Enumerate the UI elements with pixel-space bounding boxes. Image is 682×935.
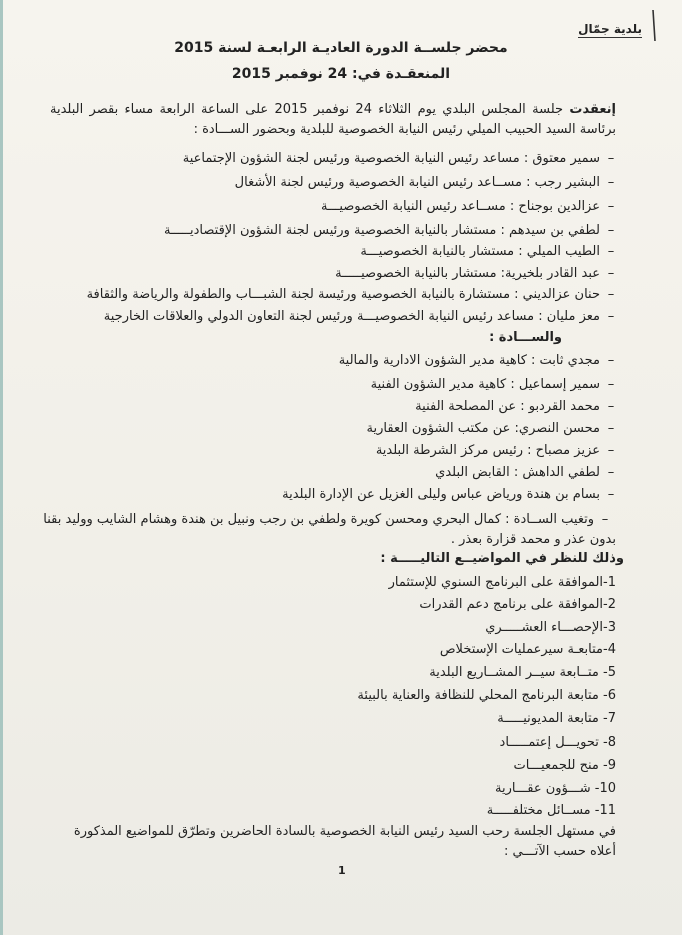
staff-text: عزيز مصباح : رئيس مركز الشرطة البلدية (375, 443, 600, 458)
staff-row: –محسن النصري: عن مكتب الشؤون العقارية (366, 421, 615, 436)
pen-stroke-mark (652, 10, 656, 42)
staff-row: –محمد القردبو : عن المصلحة الفنية (415, 399, 615, 414)
agenda-item: 5- متــابعة سيــر المشــاريع البلدية (429, 665, 616, 680)
agenda-heading: وذلك للنظر في المواضيــع التاليـــــة : (380, 551, 624, 566)
staff-row: –مجدي ثابت : كاهية مدير الشؤون الادارية والمالية (338, 353, 615, 368)
absent-text: وتغيب الســادة : كمال البحري ومحسن كويرة ولطفي بن رجب ونبيل بن هندة وهشام الشايب ووليد بقنا بدون عذر و محمد قزارة بعذر . (43, 512, 616, 547)
agenda-item: 3-الإحصـــاء العشـــــري (485, 620, 616, 635)
staff-row: –لطفي الداهش : القابض البلدي (435, 465, 615, 480)
member-text: البشير رجب : مســاعد رئيس النيابة الخصوصية ورئيس لجنة الأشغال (234, 175, 600, 190)
member-text: لطفي بن سيدهم : مستشار بالنيابة الخصوصية ورئيس لجنة الشؤون الإقتصاديـــــة (164, 223, 600, 238)
staff-text: لطفي الداهش : القابض البلدي (435, 465, 600, 480)
member-text: معز مليان : مساعد رئيس النيابة الخصوصيـــة ورئيس لجنة التعاون الدولي والعلاقات الخارجية (103, 309, 600, 324)
staff-text: محسن النصري: عن مكتب الشؤون العقارية (366, 421, 600, 436)
member-row: –عزالدين بوجناح : مســاعد رئيس النيابة الخصوصيـــة (320, 199, 615, 214)
intro-text: جلسة المجلس البلدي يوم الثلاثاء 24 نوفمبر 2015 على الساعة الرابعة مساء بقصر البلدية برئاسة السيد الحبيب الميلي رئيس النيابة الخصوصية للبلدية وبحضور الســـادة : (50, 102, 616, 137)
staff-text: بسام بن هندة ورياض عباس وليلى الغزيل عن الإدارة البلدية (282, 487, 600, 502)
staff-text: مجدي ثابت : كاهية مدير الشؤون الادارية والمالية (338, 353, 600, 368)
intro-lead: إنعقدت (569, 102, 616, 117)
agenda-item: 2-الموافقة على برنامج دعم القدرات (419, 597, 616, 612)
agenda-item: 8- تحويـــل إعتمـــــاد (499, 735, 616, 750)
member-row: –لطفي بن سيدهم : مستشار بالنيابة الخصوصية ورئيس لجنة الشؤون الإقتصاديـــــة (164, 223, 615, 238)
staff-text: سمير إسماعيل : كاهية مدير الشؤون الفنية (370, 377, 600, 392)
staff-heading: والســـادة : (489, 330, 562, 345)
member-row: –عبد القادر بلخيرية: مستشار بالنيابة الخصوصيـــــة (335, 266, 615, 281)
agenda-item: 7- متابعة المديونيـــــة (497, 711, 616, 726)
staff-row: –عزيز مصباح : رئيس مركز الشرطة البلدية (375, 443, 615, 458)
member-text: الطيب الميلي : مستشار بالنيابة الخصوصيـــة (360, 244, 600, 259)
document-subtitle: المنعقـدة في: 24 نوفمبر 2015 (231, 66, 451, 82)
member-text: عبد القادر بلخيرية: مستشار بالنيابة الخصوصيـــــة (335, 266, 600, 281)
agenda-item: 11- مســائل مختلفـــــة (486, 803, 616, 818)
municipality-name: بلدية جمّال (578, 22, 642, 36)
member-text: عزالدين بوجناح : مســاعد رئيس النيابة الخصوصيـــة (320, 199, 600, 214)
page-number: 1 (338, 864, 346, 877)
absent-paragraph: –وتغيب الســادة : كمال البحري ومحسن كويرة ولطفي بن رجب ونبيل بن هندة وهشام الشايب ووليد بقنا بدون عذر و محمد قزارة بعذر . (43, 512, 616, 547)
closing-paragraph: في مستهل الجلسة رحب السيد رئيس النيابة الخصوصية بالسادة الحاضرين وتطرّق للمواضيع المذكورة أعلاه حسب الآتـــي : (73, 824, 616, 859)
member-text: سمير معتوق : مساعد رئيس النيابة الخصوصية ورئيس لجنة الشؤون الإجتماعية (182, 151, 600, 166)
member-row: –حنان عزالديني : مستشارة بالنيابة الخصوصية ورئيسة لجنة الشبـــاب والطفولة والرياضة والثقافة (86, 287, 615, 302)
scan-edge (0, 0, 3, 935)
member-row: –البشير رجب : مســاعد رئيس النيابة الخصوصية ورئيس لجنة الأشغال (234, 175, 615, 190)
staff-text: محمد القردبو : عن المصلحة الفنية (415, 399, 600, 414)
member-row: –الطيب الميلي : مستشار بالنيابة الخصوصيـــة (360, 244, 615, 259)
member-row: –معز مليان : مساعد رئيس النيابة الخصوصيـــة ورئيس لجنة التعاون الدولي والعلاقات الخارجية (103, 309, 615, 324)
intro-paragraph (50, 100, 616, 140)
member-text: حنان عزالديني : مستشارة بالنيابة الخصوصية ورئيسة لجنة الشبـــاب والطفولة والرياضة والثقافة (86, 287, 600, 302)
agenda-item: 6- متابعة البرنامج المحلي للنظافة والعناية بالبيئة (357, 688, 616, 703)
agenda-item: 1-الموافقة على البرنامج السنوي للإستثمار (388, 575, 616, 590)
agenda-item: 10- شـــؤون عقـــارية (495, 781, 616, 796)
member-row: –سمير معتوق : مساعد رئيس النيابة الخصوصية ورئيس لجنة الشؤون الإجتماعية (182, 151, 615, 166)
staff-row: –سمير إسماعيل : كاهية مدير الشؤون الفنية (370, 377, 615, 392)
staff-row: –بسام بن هندة ورياض عباس وليلى الغزيل عن الإدارة البلدية (282, 487, 615, 502)
document-title: محضر جلســة الدورة العاديـة الرابعـة لسنة 2015 (174, 40, 508, 56)
agenda-item: 4-متابعـة سيرعمليات الإستخلاص (439, 642, 616, 657)
agenda-item: 9- منح للجمعيـــات (513, 758, 616, 773)
